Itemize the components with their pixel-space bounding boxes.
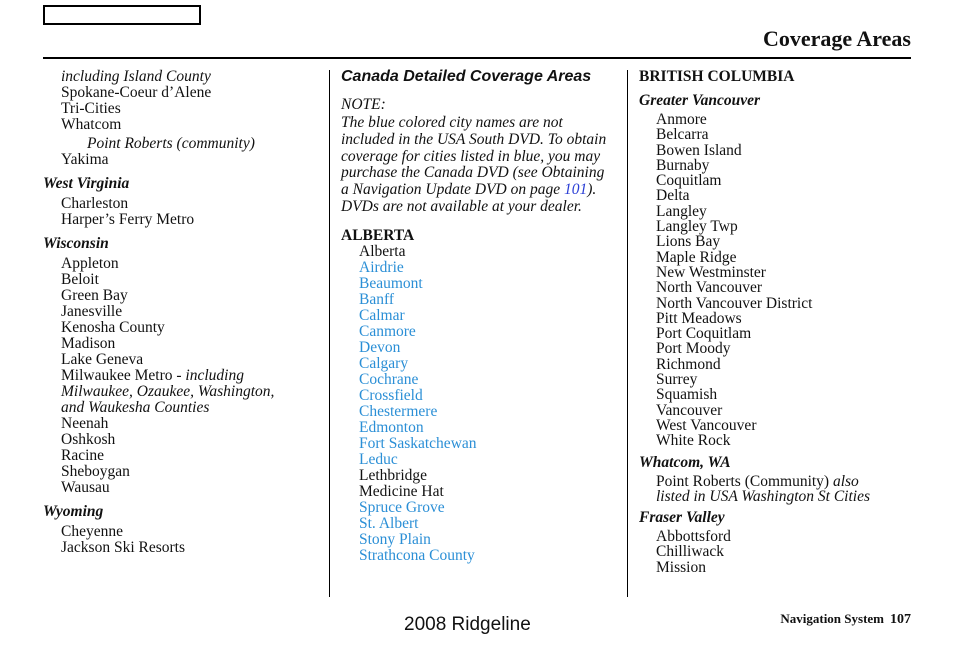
note-text-after: ). DVDs are not available at your dealer.	[341, 181, 597, 215]
washington-continued-intro: including Island County	[61, 68, 211, 85]
milwaukee-italic: including	[185, 367, 244, 384]
milwaukee-counties-line: and Waukesha Counties	[61, 399, 210, 416]
milwaukee-metro-item	[43, 368, 323, 384]
city-item: Airdrie	[359, 258, 404, 276]
sub-community-item: Point Roberts (community)	[87, 135, 255, 152]
city-item: Beaumont	[359, 274, 423, 292]
city-item: Pitt Meadows	[656, 309, 742, 327]
city-item: Lions Bay	[656, 233, 721, 251]
column-1	[43, 69, 323, 556]
city-item: White Rock	[656, 432, 731, 450]
city-item: Surrey	[656, 371, 698, 389]
city-item: Squamish	[656, 386, 718, 404]
point-roberts-italic: also	[832, 472, 859, 490]
note-label: NOTE:	[341, 96, 386, 113]
city-item: Medicine Hat	[359, 482, 444, 500]
city-item: Strathcona County	[359, 546, 475, 564]
city-item: St. Albert	[359, 514, 419, 532]
city-item: North Vancouver District	[656, 294, 813, 312]
city-item: Anmore	[656, 111, 707, 128]
city-item: Coquitlam	[656, 172, 722, 190]
city-item: Belcarra	[656, 126, 709, 144]
alberta-city-list	[341, 244, 621, 564]
city-item: Spokane-Coeur d’Alene	[61, 84, 212, 101]
city-item: Spruce Grove	[359, 498, 445, 516]
page-number: 107	[890, 612, 911, 627]
city-item: Green Bay	[61, 287, 128, 304]
city-item: Yakima	[61, 151, 109, 168]
city-item: Stony Plain	[359, 530, 431, 548]
city-item: Mission	[656, 558, 706, 576]
footer-model-name: 2008 Ridgeline	[404, 614, 531, 635]
city-item: Canmore	[359, 322, 416, 340]
city-item: Chestermere	[359, 402, 438, 420]
city-item: Abbottsford	[656, 528, 731, 546]
city-item: Lethbridge	[359, 466, 428, 484]
city-item: Tri-Cities	[61, 100, 121, 117]
column-divider-1	[329, 70, 330, 597]
city-item: Lake Geneva	[61, 351, 144, 368]
region-heading-whatcom: Whatcom, WA	[639, 453, 731, 471]
city-item: North Vancouver	[656, 279, 763, 297]
city-item: Janesville	[61, 303, 123, 320]
page-title: Coverage Areas	[762, 26, 911, 51]
city-item: Alberta	[359, 242, 406, 260]
city-item: New Westminster	[656, 263, 766, 281]
city-item: Charleston	[61, 195, 129, 212]
city-item: Cochrane	[359, 370, 419, 388]
city-item: Burnaby	[656, 156, 710, 174]
fraser-valley-city-list	[639, 529, 909, 575]
city-item: Whatcom	[61, 116, 122, 133]
city-item: Jackson Ski Resorts	[61, 539, 185, 556]
city-item: Bowen Island	[656, 141, 742, 159]
point-roberts-note: listed in USA Washington St Cities	[656, 487, 871, 505]
column-divider-2	[627, 70, 628, 597]
column-3	[639, 69, 909, 575]
city-item: Port Moody	[656, 340, 731, 358]
city-item: Oshkosh	[61, 431, 116, 448]
city-item: Maple Ridge	[656, 248, 737, 266]
city-item: Madison	[61, 335, 116, 352]
city-item: Calmar	[359, 306, 405, 324]
city-item: Chilliwack	[656, 543, 725, 561]
point-roberts-plain: Point Roberts (Community)	[656, 472, 833, 490]
city-item: Fort Saskatchewan	[359, 434, 477, 452]
state-heading-wisconsin: Wisconsin	[43, 235, 109, 252]
note-text	[341, 115, 613, 216]
city-item: Edmonton	[359, 418, 424, 436]
city-item: Cheyenne	[61, 523, 123, 540]
city-item: Delta	[656, 187, 690, 205]
city-item: Port Coquitlam	[656, 325, 752, 343]
city-item: Wausau	[61, 479, 110, 496]
city-item: Langley Twp	[656, 218, 738, 236]
city-item: Crossfield	[359, 386, 423, 404]
province-heading-alberta: ALBERTA	[341, 226, 415, 244]
city-item: Kenosha County	[61, 319, 165, 336]
city-item: Sheboygan	[61, 463, 130, 480]
region-heading-fraser-valley: Fraser Valley	[639, 509, 725, 527]
city-item: Langley	[656, 202, 707, 220]
footer-section-name: Navigation System	[780, 611, 884, 626]
city-item: Devon	[359, 338, 401, 356]
city-item: Appleton	[61, 255, 119, 272]
city-item: Harper’s Ferry Metro	[61, 211, 195, 228]
note-text-before: The blue colored city names are not included in the USA South DVD. To obtain coverage for cities listed in blue, you may purchase the Canada DVD (see Obtaining a Navigation Update DVD on page	[341, 114, 607, 199]
city-item: West Vancouver	[656, 416, 757, 434]
region-heading-greater-vancouver: Greater Vancouver	[639, 92, 760, 109]
page-reference-link[interactable]: 101	[564, 181, 588, 199]
city-item: Vancouver	[656, 401, 723, 419]
footer-nav-label	[780, 611, 911, 628]
milwaukee-counties-line: Milwaukee, Ozaukee, Washington,	[61, 383, 275, 400]
city-item: Banff	[359, 290, 395, 308]
section-heading-canada: Canada Detailed Coverage Areas	[341, 68, 592, 85]
state-heading-wyoming: Wyoming	[43, 503, 104, 520]
city-item: Racine	[61, 447, 105, 464]
header-tab-box	[43, 5, 201, 25]
city-item: Neenah	[61, 415, 109, 432]
column-2	[341, 69, 621, 564]
greater-vancouver-city-list	[639, 112, 909, 449]
point-roberts-item	[639, 474, 909, 489]
state-heading-west-virginia: West Virginia	[43, 175, 130, 192]
city-item: Calgary	[359, 354, 409, 372]
header-rule	[43, 57, 911, 59]
milwaukee-plain: Milwaukee Metro -	[61, 367, 186, 384]
city-item: Leduc	[359, 450, 398, 468]
city-item: Richmond	[656, 355, 721, 373]
city-item: Beloit	[61, 271, 99, 288]
province-heading-british-columbia: BRITISH COLUMBIA	[639, 68, 795, 85]
